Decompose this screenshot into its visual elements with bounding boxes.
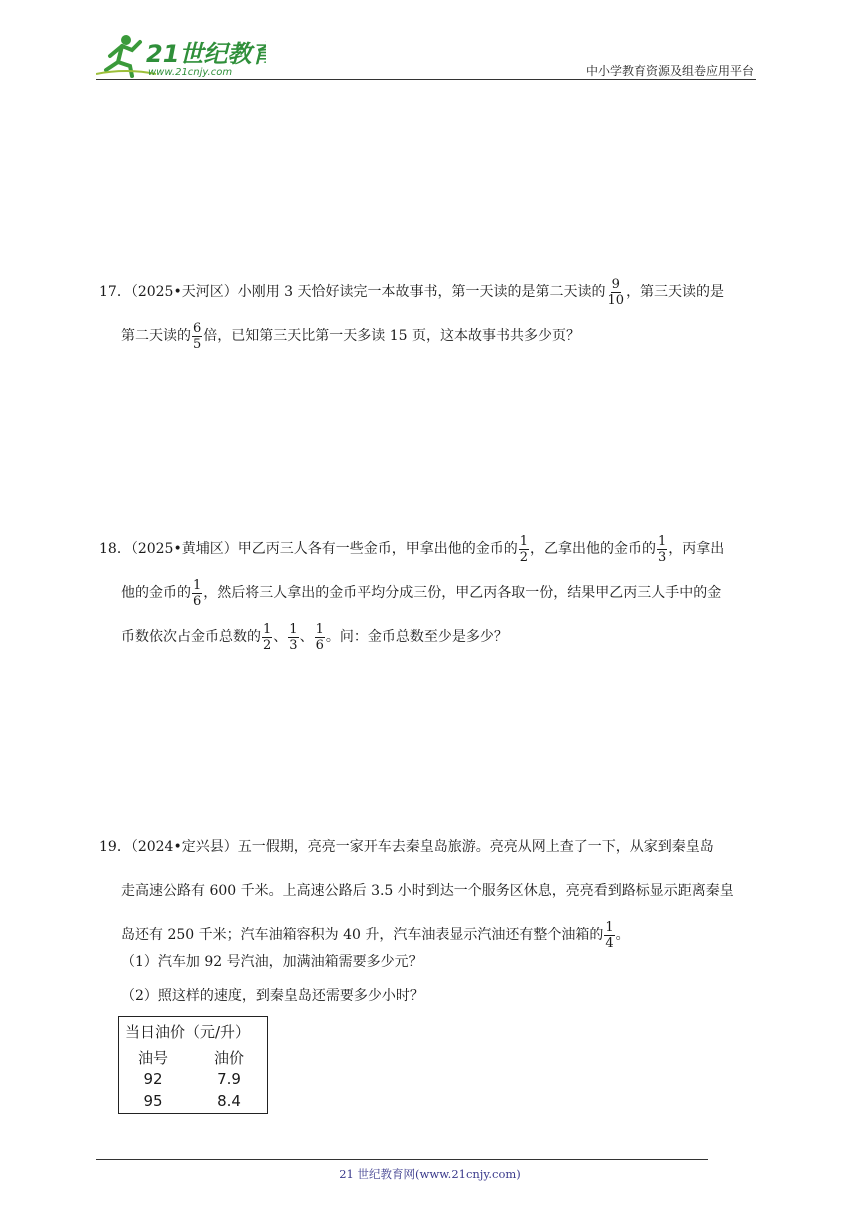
fraction-1-3 [288, 622, 298, 653]
table-cell: 92 [143, 1070, 163, 1088]
q18-text-b: ，乙拿出他的金币的 [529, 541, 656, 557]
q19-subquestion-2: （2）照这样的速度，到秦皇岛还需要多少小时？ [121, 988, 424, 1004]
table-header: 油号 [137, 1049, 168, 1067]
fraction-denominator: 4 [605, 935, 614, 951]
fraction-denominator: 5 [193, 336, 202, 352]
q17-text-a: 17．（2025•天河区）小刚用 3 天恰好读完一本故事书，第一天读的是第二天读的 [99, 284, 606, 300]
q19-text-c: 岛还有 250 千米；汽车油箱容积为 40 升，汽车油表显示汽油还有整个油箱的 [121, 927, 604, 943]
separator: 、 [273, 629, 288, 645]
table-cell: 7.9 [217, 1070, 241, 1088]
q17-text-b: ，第三天读的是 [626, 284, 725, 300]
fraction-denominator: 6 [193, 593, 202, 609]
fraction-denominator: 6 [315, 637, 324, 653]
fraction-1-2 [519, 534, 529, 565]
question-19 [99, 825, 764, 957]
site-logo[interactable] [96, 30, 266, 80]
fraction-numerator: 1 [289, 621, 298, 637]
fraction-1-4 [604, 920, 614, 951]
fraction-numerator: 1 [605, 919, 614, 935]
fraction-numerator: 1 [263, 621, 272, 637]
table-cell: 8.4 [217, 1092, 241, 1110]
fraction-denominator: 10 [607, 292, 625, 308]
q17-text-d: 倍，已知第三天比第一天多读 15 页，这本故事书共多少页？ [203, 328, 580, 344]
header-divider [96, 79, 756, 80]
q19-text-b: 走高速公路有 600 千米。上高速公路后 3.5 小时到达一个服务区休息，亮亮看到路标显示距离秦皇 [121, 883, 734, 899]
footer-link[interactable]: 21 世纪教育网(www.21cnjy.com) [339, 1167, 521, 1181]
separator: 、 [299, 629, 314, 645]
table-header: 油价 [213, 1049, 244, 1067]
runner-logo-icon [96, 30, 266, 80]
footer-divider [96, 1159, 708, 1160]
q18-text-g: 。问：金币总数至少是多少？ [325, 629, 508, 645]
fraction-1-6 [315, 622, 325, 653]
table-title: 当日油价（元/升） [125, 1023, 251, 1041]
fraction-numerator: 9 [611, 276, 620, 292]
q18-text-c: ，丙拿出 [668, 541, 725, 557]
question-17 [99, 270, 764, 358]
fraction-denominator: 3 [657, 549, 667, 565]
fraction-6-5 [192, 321, 202, 352]
question-18 [99, 527, 764, 659]
table-cell: 95 [143, 1092, 163, 1110]
fraction-numerator: 1 [519, 533, 528, 549]
q17-text-c: 第二天读的 [121, 328, 191, 344]
oil-price-table [118, 1016, 268, 1114]
q19-text-a: 19．（2024•定兴县）五一假期，亮亮一家开车去秦皇岛旅游。亮亮从网上查了一下，从家到秦皇岛 [99, 839, 714, 855]
q19-subquestion-1: （1）汽车加 92 号汽油，加满油箱需要多少元？ [121, 954, 423, 970]
q18-text-a: 18．（2025•黄埔区）甲乙丙三人各有一些金币，甲拿出他的金币的 [99, 541, 518, 557]
platform-tagline: 中小学教育资源及组卷应用平台 [585, 64, 754, 78]
logo-url: www.21cnjy.com [148, 67, 233, 78]
fraction-denominator: 2 [263, 637, 272, 653]
fraction-1-2 [262, 622, 272, 653]
q18-text-d: 他的金币的 [121, 585, 191, 601]
q18-text-f: 币数依次占金币总数的 [121, 629, 261, 645]
q18-text-e: ，然后将三人拿出的金币平均分成三份，甲乙丙各取一份，结果甲乙丙三人手中的金 [203, 585, 722, 601]
fraction-numerator: 1 [193, 577, 202, 593]
fraction-denominator: 3 [289, 637, 298, 653]
fraction-denominator: 2 [519, 549, 528, 565]
fraction-numerator: 1 [315, 621, 324, 637]
fraction-9-10 [607, 277, 626, 308]
fraction-1-3 [657, 534, 667, 565]
fraction-numerator: 6 [193, 320, 202, 336]
logo-text: 21世纪教育 [146, 40, 266, 68]
fraction-1-6 [192, 578, 202, 609]
q19-text-d: 。 [615, 927, 630, 943]
fraction-numerator: 1 [657, 533, 667, 549]
